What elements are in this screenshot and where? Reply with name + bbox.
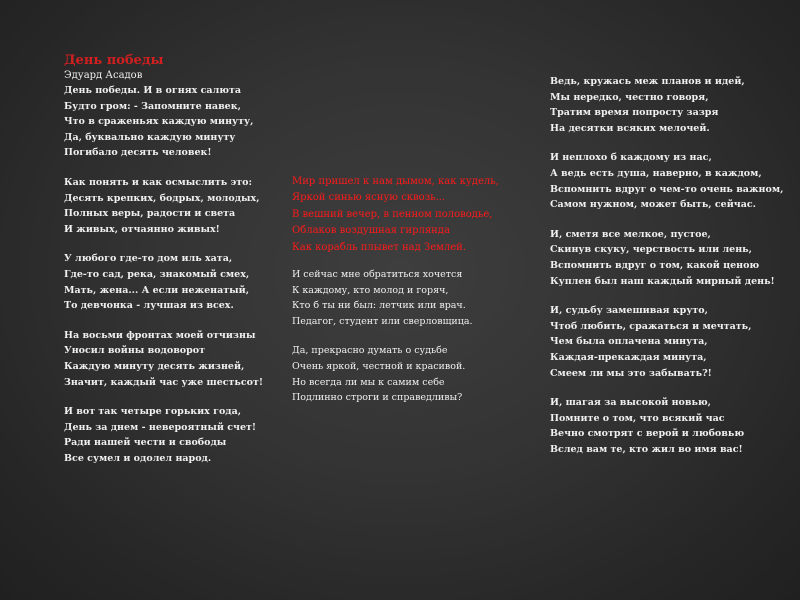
poem-line: Вслед вам те, кто жил во имя вас! <box>550 443 743 455</box>
poem-line: Полных веры, радости и света <box>64 208 236 220</box>
stanza <box>64 83 284 161</box>
poem-line: Смеем ли мы это забывать?! <box>550 367 712 379</box>
stanza <box>550 74 790 136</box>
stanza <box>292 267 532 329</box>
poem-line: И живых, отчаянно живых! <box>64 223 220 235</box>
poem-line-red: Мир пришел к нам дымом, как кудель, <box>292 176 499 187</box>
poem-line: И, шагая за высокой новью, <box>550 397 711 409</box>
poem-line-red: Как корабль плывет над Землей. <box>292 241 466 253</box>
poem-line: Помните о том, что всякий час <box>550 412 725 424</box>
poem-line: Да, буквально каждую минуту <box>64 131 236 143</box>
poem-line: Мать, жена... А если неженатый, <box>64 284 250 296</box>
poem-line: На восьми фронтах моей отчизны <box>64 329 256 341</box>
stanza <box>64 251 284 313</box>
poem-line: Как понять и как осмыслить это: <box>64 176 252 188</box>
poem-line: Да, прекрасно думать о судьбе <box>292 345 448 357</box>
poem-line: Очень яркой, честной и красивой. <box>292 361 466 372</box>
poem-line: И сейчас мне обратиться хочется <box>292 269 463 281</box>
stanza <box>64 404 284 466</box>
poem-line: И неплохо б каждому из нас, <box>550 152 712 164</box>
poem-line: Будто гром: - Запомните навек, <box>64 100 241 112</box>
poem-line: Все сумел и одолел народ. <box>64 452 212 464</box>
poem-line: Но всегда ли мы к самим себе <box>292 376 445 388</box>
stanza <box>64 328 284 390</box>
poem-line: Куплен был наш каждый мирный день! <box>550 275 775 287</box>
poem-line: Значит, каждый час уже шестьсот! <box>64 376 264 388</box>
left-stanzas <box>64 83 284 466</box>
poem-line: Десять крепких, бодрых, молодых, <box>64 192 260 204</box>
poem-line: Скинув скуку, черствость или лень, <box>550 244 752 256</box>
poem-line: Что в сраженьях каждую минуту, <box>64 116 254 128</box>
poem-line: Каждая-прекаждая минута, <box>550 351 707 363</box>
poem-line: Тратим время попросту зазря <box>550 107 719 119</box>
poem-line: Погибало десять человек! <box>64 147 212 159</box>
stanza <box>550 395 790 457</box>
poem-line: Где-то сад, река, знакомый смех, <box>64 268 250 280</box>
stanza <box>550 150 790 212</box>
red-stanza <box>292 174 532 256</box>
poem-line-red: Облаков воздушная гирлянда <box>292 225 450 237</box>
poem-line: Мы нередко, честно говоря, <box>550 91 709 103</box>
poem-line-red: В вешний вечер, в пенном половодье, <box>292 208 493 220</box>
poem-line: На десятки всяких мелочей. <box>550 122 710 134</box>
left-column <box>64 52 284 480</box>
poem-line: А ведь есть душа, наверно, в каждом, <box>550 167 762 179</box>
poem-line: И вот так четыре горьких года, <box>64 406 242 418</box>
middle-stanzas <box>292 267 532 406</box>
poem-line-red: Яркой синью ясную сквозь... <box>292 192 446 204</box>
right-stanzas <box>550 74 790 457</box>
poem-line: День за днем - невероятный счет! <box>64 421 257 433</box>
stanza <box>550 227 790 289</box>
poem-line: Педагог, студент или сверловщица. <box>292 315 473 327</box>
stanza <box>292 343 532 405</box>
poem-line: К каждому, кто молод и горяч, <box>292 284 449 296</box>
poem-author: Эдуард Асадов <box>64 70 143 81</box>
poem-line: Вечно смотрят с верой и любовью <box>550 428 745 440</box>
poem-line: Подлинно строги и справедливы? <box>292 392 463 404</box>
poem-line: Кто б ты ни был: летчик или врач. <box>292 300 466 312</box>
poem-line: Вспомнить вдруг о чем-то очень важном, <box>550 183 784 195</box>
poem-line: И, судьбу замешивая круто, <box>550 305 708 317</box>
poem-line: Чем была оплачена минута, <box>550 336 708 348</box>
poem-line: Уносил войны водоворот <box>64 345 206 357</box>
poem-line: У любого где-то дом иль хата, <box>64 253 233 265</box>
poem-line: И, сметя все мелкое, пустое, <box>550 228 711 240</box>
poem-line: Самом нужном, может быть, сейчас. <box>550 199 756 211</box>
poem-line: Каждую минуту десять жизней, <box>64 360 245 372</box>
poem-line: Чтоб любить, сражаться и мечтать, <box>550 320 752 332</box>
poem-line: Ведь, кружась меж планов и идей, <box>550 76 745 87</box>
poem-line: Ради нашей чести и свободы <box>64 437 227 449</box>
poem-line: То девчонка - лучшая из всех. <box>64 300 234 312</box>
middle-column <box>292 174 532 420</box>
stanza <box>550 303 790 381</box>
right-column <box>550 74 790 471</box>
poem-title: День победы <box>64 53 164 68</box>
stanza <box>64 175 284 237</box>
poem-line: День победы. И в огнях салюта <box>64 85 242 96</box>
poem-line: Вспомнить вдруг о том, какой ценою <box>550 259 760 271</box>
